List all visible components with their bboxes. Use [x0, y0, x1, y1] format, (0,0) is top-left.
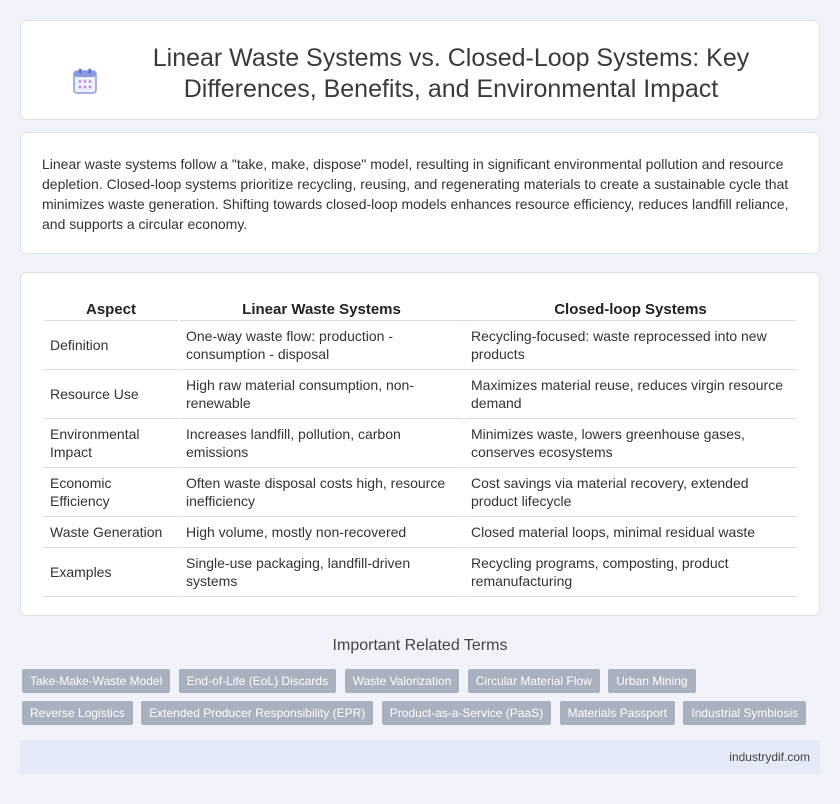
closed-loop-cell: Closed material loops, minimal residual waste — [465, 517, 796, 548]
table-header-row — [44, 295, 796, 321]
related-term-tag[interactable]: End-of-Life (EoL) Discards — [179, 669, 336, 693]
comparison-table-card — [20, 272, 820, 616]
intro-paragraph: Linear waste systems follow a "take, make, dispose" model, resulting in significant environmental pollution and resource depletion. Closed-loop systems prioritize recycling, reusing, and regenerating materials to create a sustainable cycle that minimizes waste generation. Shifting towards closed-loop models enhances resource efficiency, reduces landfill reliance, and supports a circular economy. — [42, 156, 789, 232]
related-terms-list — [22, 669, 812, 733]
table-row — [44, 468, 796, 517]
table-row — [44, 517, 796, 548]
table-row — [44, 419, 796, 468]
related-terms-heading: Important Related Terms — [332, 637, 508, 654]
footer-bar — [20, 740, 820, 774]
closed-loop-cell: Minimizes waste, lowers greenhouse gases, conserves ecosystems — [465, 419, 796, 468]
related-term-tag[interactable]: Waste Valorization — [345, 669, 460, 693]
closed-loop-cell: Recycling programs, composting, product remanufacturing — [465, 548, 796, 597]
aspect-cell: Waste Generation — [44, 517, 178, 548]
related-term-tag[interactable]: Extended Producer Responsibility (EPR) — [141, 701, 373, 725]
linear-cell: Often waste disposal costs high, resource inefficiency — [180, 468, 463, 517]
linear-cell: High volume, mostly non-recovered — [180, 517, 463, 548]
related-term-tag[interactable]: Take-Make-Waste Model — [22, 669, 170, 693]
column-header-linear: Linear Waste Systems — [180, 295, 463, 321]
column-header-closed-loop: Closed-loop Systems — [465, 295, 796, 321]
table-row — [44, 370, 796, 419]
aspect-cell: Definition — [44, 321, 178, 370]
column-header-aspect: Aspect — [44, 295, 178, 321]
aspect-cell: Economic Efficiency — [44, 468, 178, 517]
linear-cell: High raw material consumption, non-renewable — [180, 370, 463, 419]
linear-cell: Single-use packaging, landfill-driven systems — [180, 548, 463, 597]
linear-cell: One-way waste flow: production - consumption - disposal — [180, 321, 463, 370]
table-row — [44, 548, 796, 597]
aspect-cell: Resource Use — [44, 370, 178, 419]
related-term-tag[interactable]: Industrial Symbiosis — [683, 701, 806, 725]
calendar-grid-icon — [73, 68, 97, 94]
page-title: Linear Waste Systems vs. Closed-Loop Systems: Key Differences, Benefits, and Environmental Impact — [152, 44, 750, 103]
comparison-table — [42, 295, 798, 597]
related-term-tag[interactable]: Urban Mining — [608, 669, 695, 693]
closed-loop-cell: Maximizes material reuse, reduces virgin resource demand — [465, 370, 796, 419]
intro-card — [20, 132, 820, 254]
linear-cell: Increases landfill, pollution, carbon emissions — [180, 419, 463, 468]
aspect-cell: Examples — [44, 548, 178, 597]
closed-loop-cell: Recycling-focused: waste reprocessed into new products — [465, 321, 796, 370]
related-term-tag[interactable]: Materials Passport — [560, 701, 675, 725]
related-term-tag[interactable]: Product-as-a-Service (PaaS) — [382, 701, 551, 725]
table-row — [44, 321, 796, 370]
closed-loop-cell: Cost savings via material recovery, extended product lifecycle — [465, 468, 796, 517]
footer-site-link[interactable]: industrydif.com — [729, 750, 810, 764]
related-term-tag[interactable]: Reverse Logistics — [22, 701, 133, 725]
title-card — [20, 20, 820, 120]
related-term-tag[interactable]: Circular Material Flow — [468, 669, 600, 693]
aspect-cell: Environmental Impact — [44, 419, 178, 468]
